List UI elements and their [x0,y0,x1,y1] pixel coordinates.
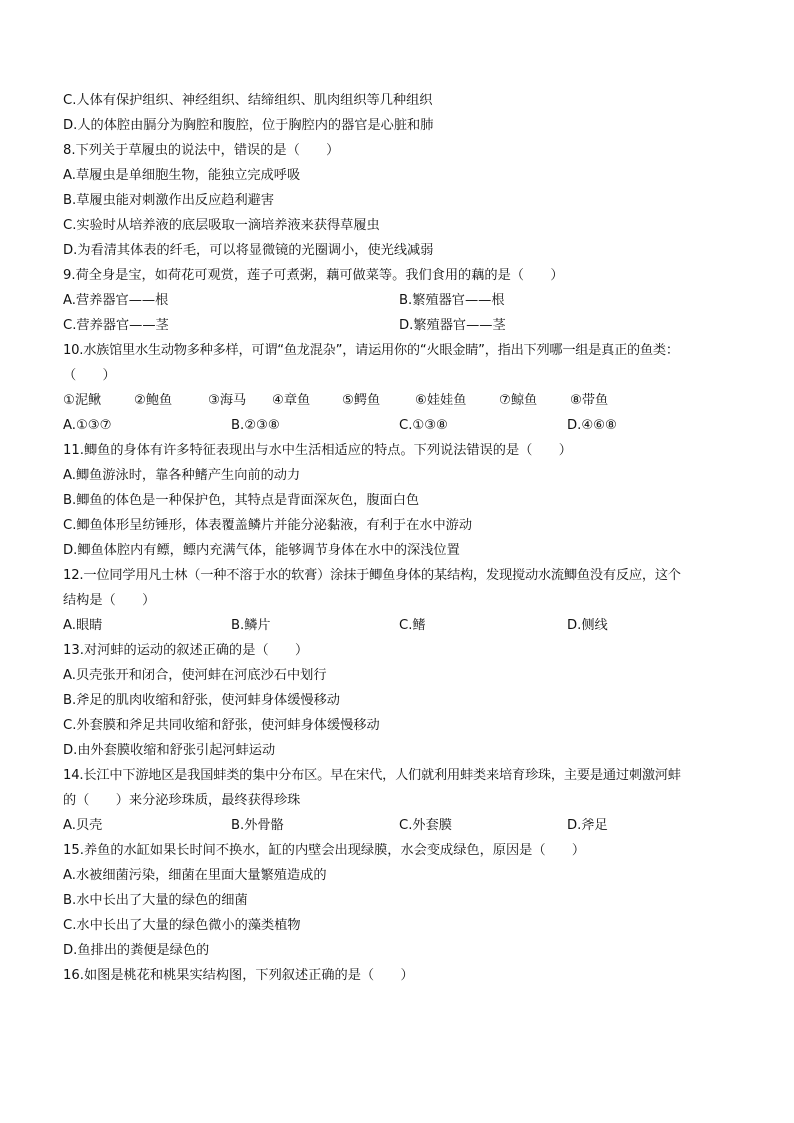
q10-item-7: ⑦鲸鱼 [499,393,538,408]
q9-option-b: B.繁殖器官——根 [399,293,505,308]
q10-item-3: ③海马 [208,393,247,408]
q10-item-1: ①泥鳅 [63,393,102,408]
q13-option-d: D.由外套膜收缩和舒张引起河蚌运动 [63,743,276,758]
q13-stem: 13.对河蚌的运动的叙述正确的是（ ） [63,643,309,658]
q12-options-row [63,613,743,638]
q10-item-6: ⑥娃娃鱼 [415,393,467,408]
q11-stem: 11.鲫鱼的身体有许多特征表现出与水中生活相适应的特点。下列说法错误的是（ ） [63,443,572,458]
q15-option-d: D.鱼排出的粪便是绿色的 [63,943,210,958]
q11-option-d: D.鲫鱼体腔内有鳔，鳔内充满气体，能够调节身体在水中的深浅位置 [63,543,460,558]
q12-option-d: D.侧线 [567,618,608,633]
q8-option-c: C.实验时从培养液的底层吸取一滴培养液来获得草履虫 [63,218,380,233]
q10-item-2: ②鲍鱼 [134,393,173,408]
q14-stem-line-1: 14.长江中下游地区是我国蚌类的集中分布区。早在宋代，人们就利用蚌类来培育珍珠，主要是通过刺激河蚌 [63,768,681,783]
q10-stem-line-2: （ ） [63,368,116,383]
q10-option-b: B.②③⑧ [231,418,280,433]
q10-options-row [63,413,743,438]
exam-content [63,88,743,988]
q12-option-a: A.眼睛 [63,618,103,633]
q10-item-5: ⑤鳄鱼 [342,393,381,408]
q8-option-b: B.草履虫能对刺激作出反应趋利避害 [63,193,275,208]
q14-stem-line-2: 的（ ）来分泌珍珠质，最终获得珍珠 [63,793,301,808]
q14-options-row [63,813,743,838]
q14-option-d: D.斧足 [567,818,608,833]
q15-stem: 15.养鱼的水缸如果长时间不换水，缸的内壁会出现绿膜，水会变成绿色，原因是（ ） [63,843,586,858]
q8-stem: 8.下列关于草履虫的说法中，错误的是（ ） [63,143,340,158]
q10-items-row [63,388,743,413]
q11-option-c: C.鲫鱼体形呈纺锤形，体表覆盖鳞片并能分泌黏液，有利于在水中游动 [63,518,473,533]
q10-option-a: A.①③⑦ [63,418,112,433]
q15-option-a: A.水被细菌污染，细菌在里面大量繁殖造成的 [63,868,327,883]
q10-option-c: C.①③⑧ [399,418,448,433]
q16-stem: 16.如图是桃花和桃果实结构图，下列叙述正确的是（ ） [63,968,414,983]
q14-option-a: A.贝壳 [63,818,103,833]
q10-item-8: ⑧带鱼 [570,393,609,408]
q13-option-b: B.斧足的肌肉收缩和舒张，使河蚌身体缓慢移动 [63,693,340,708]
q9-stem: 9.荷全身是宝，如荷花可观赏，莲子可煮粥，藕可做菜等。我们食用的藕的是（ ） [63,268,564,283]
q9-option-d: D.繁殖器官——茎 [399,318,506,333]
q10-stem-line-1: 10.水族馆里水生动物多种多样，可谓“鱼龙混杂”，请运用你的“火眼金睛”，指出下列哪一组是真正的鱼类： [63,343,679,358]
q15-option-c: C.水中长出了大量的绿色微小的藻类植物 [63,918,301,933]
q8-option-a: A.草履虫是单细胞生物，能独立完成呼吸 [63,168,301,183]
q10-item-4: ④章鱼 [272,393,311,408]
q13-option-c: C.外套膜和斧足共同收缩和舒张，使河蚌身体缓慢移动 [63,718,380,733]
q9-options-row-1 [63,288,743,313]
q12-option-c: C.鳍 [399,618,426,633]
q11-option-a: A.鲫鱼游泳时，靠各种鳍产生向前的动力 [63,468,301,483]
q7-option-c: C.人体有保护组织、神经组织、结缔组织、肌肉组织等几种组织 [63,93,433,108]
q11-option-b: B.鲫鱼的体色是一种保护色，其特点是背面深灰色，腹面白色 [63,493,420,508]
q12-option-b: B.鳞片 [231,618,271,633]
q15-option-b: B.水中长出了大量的绿色的细菌 [63,893,248,908]
q14-option-b: B.外骨骼 [231,818,284,833]
q12-stem-line-2: 结构是（ ） [63,593,156,608]
q13-option-a: A.贝壳张开和闭合，使河蚌在河底沙石中划行 [63,668,327,683]
q9-options-row-2 [63,313,743,338]
q9-option-c: C.营养器官——茎 [63,318,169,333]
q12-stem-line-1: 12.一位同学用凡士林（一种不溶于水的软膏）涂抹于鲫鱼身体的某结构，发现搅动水流鲫鱼没有反应，这个 [63,568,681,583]
q7-option-d: D.人的体腔由膈分为胸腔和腹腔，位于胸腔内的器官是心脏和肺 [63,118,434,133]
q14-option-c: C.外套膜 [399,818,452,833]
q10-option-d: D.④⑥⑧ [567,418,617,433]
q8-option-d: D.为看清其体表的纤毛，可以将显微镜的光圈调小，使光线减弱 [63,243,434,258]
q9-option-a: A.营养器官——根 [63,293,169,308]
